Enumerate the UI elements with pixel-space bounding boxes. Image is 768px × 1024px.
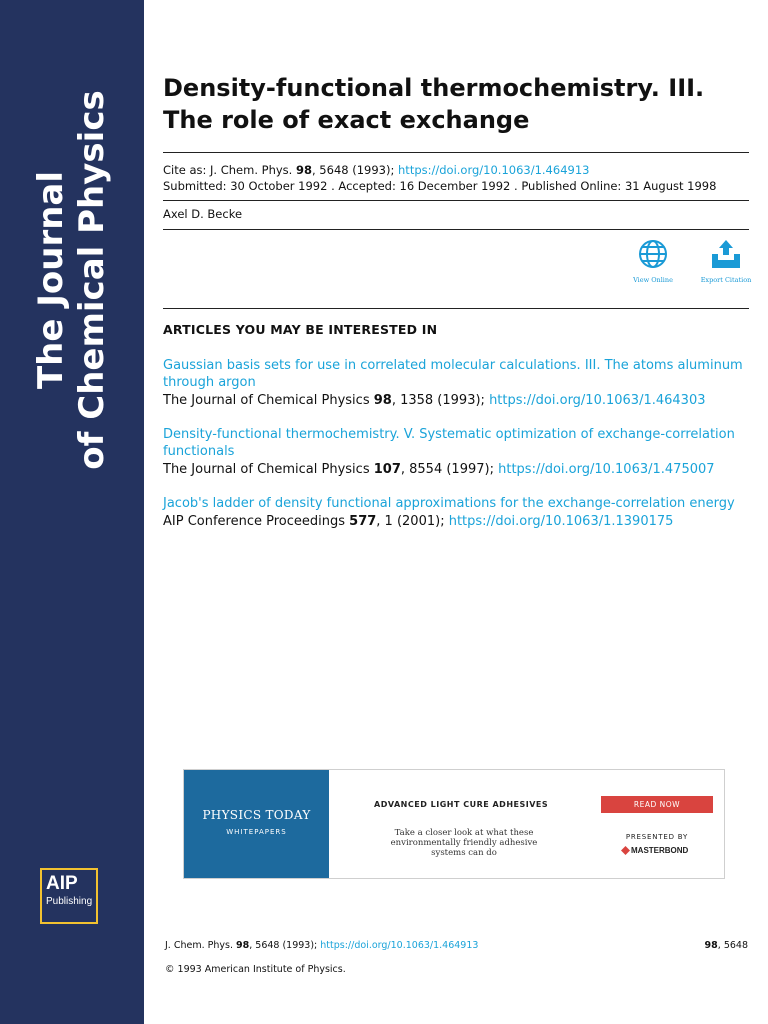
related-article-title-link[interactable]: Gaussian basis sets for use in correlated molecular calculations. III. The atoms aluminum through argon (163, 358, 743, 390)
cite-rest: , 5648 (1993); (312, 163, 399, 177)
ad-read-now-button[interactable]: READ NOW (601, 796, 713, 813)
advertisement-banner[interactable] (183, 769, 725, 879)
sponsor-name: MASTERBOND (631, 846, 689, 855)
footer-doi-link[interactable]: https://doi.org/10.1063/1.464913 (320, 940, 479, 951)
paper-title: Density-functional thermochemistry. III. The role of exact exchange (163, 74, 705, 134)
sponsor-mark-icon (621, 846, 630, 855)
citation-block (163, 162, 716, 194)
export-citation-button[interactable] (696, 238, 756, 284)
ref-volume: 98 (373, 393, 392, 408)
related-article (163, 426, 749, 479)
sponsor-logo (621, 846, 693, 856)
related-article (163, 495, 749, 531)
ref-doi-link[interactable]: https://doi.org/10.1063/1.1390175 (448, 514, 674, 529)
related-articles-heading: ARTICLES YOU MAY BE INTERESTED IN (163, 322, 438, 337)
related-article-title-link[interactable]: Density-functional thermochemistry. V. Systematic optimization of exchange-correlation functionals (163, 427, 735, 459)
related-article-ref (163, 513, 749, 531)
divider (163, 308, 749, 309)
ref-volume: 577 (349, 514, 377, 529)
footer-page-rest: , 5648 (717, 940, 748, 951)
footer-citation (165, 940, 478, 951)
ref-doi-link[interactable]: https://doi.org/10.1063/1.464303 (489, 393, 706, 408)
journal-sidebar (0, 0, 144, 1024)
footer-cite-volume: 98 (236, 940, 250, 951)
ref-journal: AIP Conference Proceedings (163, 514, 350, 529)
ad-brand: PHYSICS TODAY (202, 808, 311, 822)
ref-journal: The Journal of Chemical Physics (163, 462, 374, 477)
journal-title-line1: The Journal (31, 170, 71, 390)
citation-line (163, 162, 716, 178)
related-article-title-link[interactable]: Jacob's ladder of density functional approximations for the exchange-correlation energy (163, 496, 735, 511)
related-article-ref (163, 392, 749, 410)
divider (163, 152, 749, 153)
logo-line1: AIP (46, 873, 78, 894)
cite-volume: 98 (295, 163, 312, 177)
journal-title-line2: of Chemical Physics (72, 90, 112, 470)
ref-pages: , 1358 (1993); (391, 393, 490, 408)
export-citation-label: Export Citation (700, 276, 752, 284)
ad-presented-by: PRESENTED BY (625, 833, 689, 841)
journal-title (31, 90, 113, 470)
ad-body: Take a closer look at what these environmentally friendly adhesive systems can do (390, 828, 538, 858)
globe-icon (637, 238, 669, 270)
copyright: © 1993 American Institute of Physics. (165, 964, 346, 975)
footer-cite-rest: , 5648 (1993); (249, 940, 321, 951)
view-online-button[interactable] (623, 238, 683, 284)
author[interactable]: Axel D. Becke (163, 207, 243, 221)
cite-prefix: Cite as: J. Chem. Phys. (163, 163, 296, 177)
paper-doi-link[interactable]: https://doi.org/10.1063/1.464913 (398, 163, 590, 177)
ref-journal: The Journal of Chemical Physics (163, 393, 374, 408)
logo-line2: Publishing (46, 896, 93, 907)
ref-pages: , 1 (2001); (376, 514, 449, 529)
publication-history: Submitted: 30 October 1992 . Accepted: 16 December 1992 . Published Online: 31 August 1998 (163, 179, 717, 193)
divider (163, 229, 749, 230)
related-article-ref (163, 461, 749, 479)
footer-page-number (705, 940, 748, 951)
ref-pages: , 8554 (1997); (400, 462, 499, 477)
ad-brand-panel (184, 770, 329, 878)
ref-doi-link[interactable]: https://doi.org/10.1063/1.475007 (498, 462, 715, 477)
ad-brand-sub: WHITEPAPERS (226, 828, 287, 836)
related-article (163, 357, 749, 410)
footer-page-volume: 98 (704, 940, 718, 951)
aip-publishing-logo[interactable] (40, 868, 98, 924)
ref-volume: 107 (373, 462, 401, 477)
export-icon (708, 238, 744, 270)
ad-headline: ADVANCED LIGHT CURE ADHESIVES (374, 800, 549, 809)
footer-cite-prefix: J. Chem. Phys. (165, 940, 236, 951)
divider (163, 200, 749, 201)
view-online-label: View Online (633, 276, 673, 284)
